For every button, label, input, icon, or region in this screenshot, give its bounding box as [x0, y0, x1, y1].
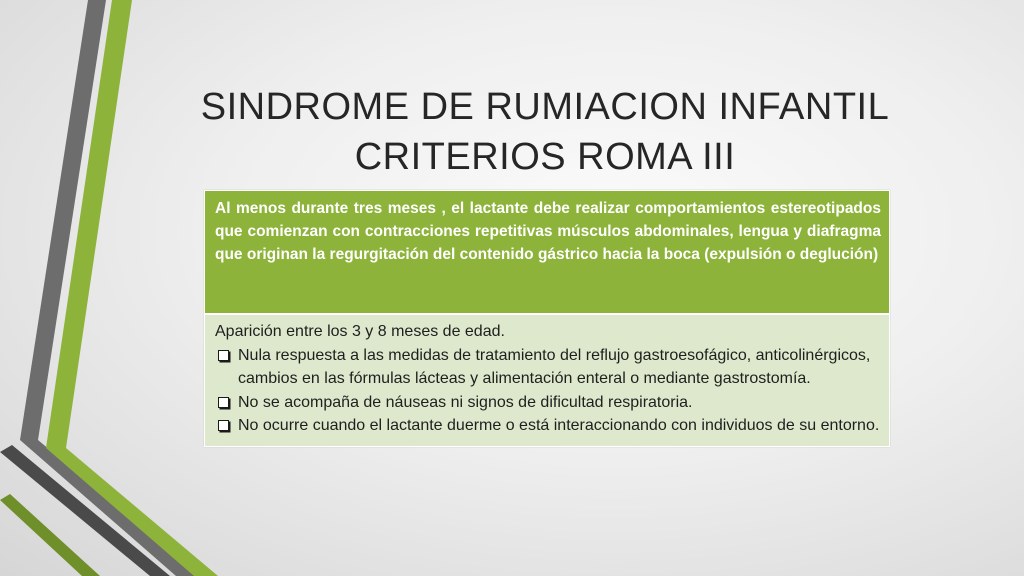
criteria-item-text: Nula respuesta a las medidas de tratamiento del reflujo gastroesofágico, anticolinérgicos, cambios en las fórmulas lácteas y alimentación enteral o mediante gastrostomía.: [238, 346, 871, 387]
criteria-item: [215, 414, 881, 438]
checkbox-bullet-icon: [218, 420, 229, 431]
criteria-item: [215, 344, 881, 391]
criteria-table: [204, 190, 890, 447]
checkbox-bullet-icon: [218, 350, 229, 361]
criteria-item-text: No se acompaña de náuseas ni signos de dificultad respiratoria.: [238, 393, 693, 411]
checkbox-bullet-icon: [218, 397, 229, 408]
definition-cell: Al menos durante tres meses , el lactante debe realizar comportamientos estereotipados que comienzan con contracciones repetitivas músculos abdominales, lengua y diafragma que originan la regurgitación del contenido gástrico hacia la boca (expulsión o deglución): [205, 191, 889, 315]
title-line-1: SINDROME DE RUMIACION INFANTIL: [200, 86, 890, 128]
criteria-item: [215, 391, 881, 415]
criteria-item-text: No ocurre cuando el lactante duerme o está interaccionando con individuos de su entorno.: [238, 417, 880, 434]
title-line-2: CRITERIOS ROMA III: [354, 136, 736, 178]
criteria-intro: Aparición entre los 3 y 8 meses de edad.: [215, 323, 505, 340]
criteria-cell: [205, 315, 889, 446]
slide-title: [180, 82, 910, 182]
